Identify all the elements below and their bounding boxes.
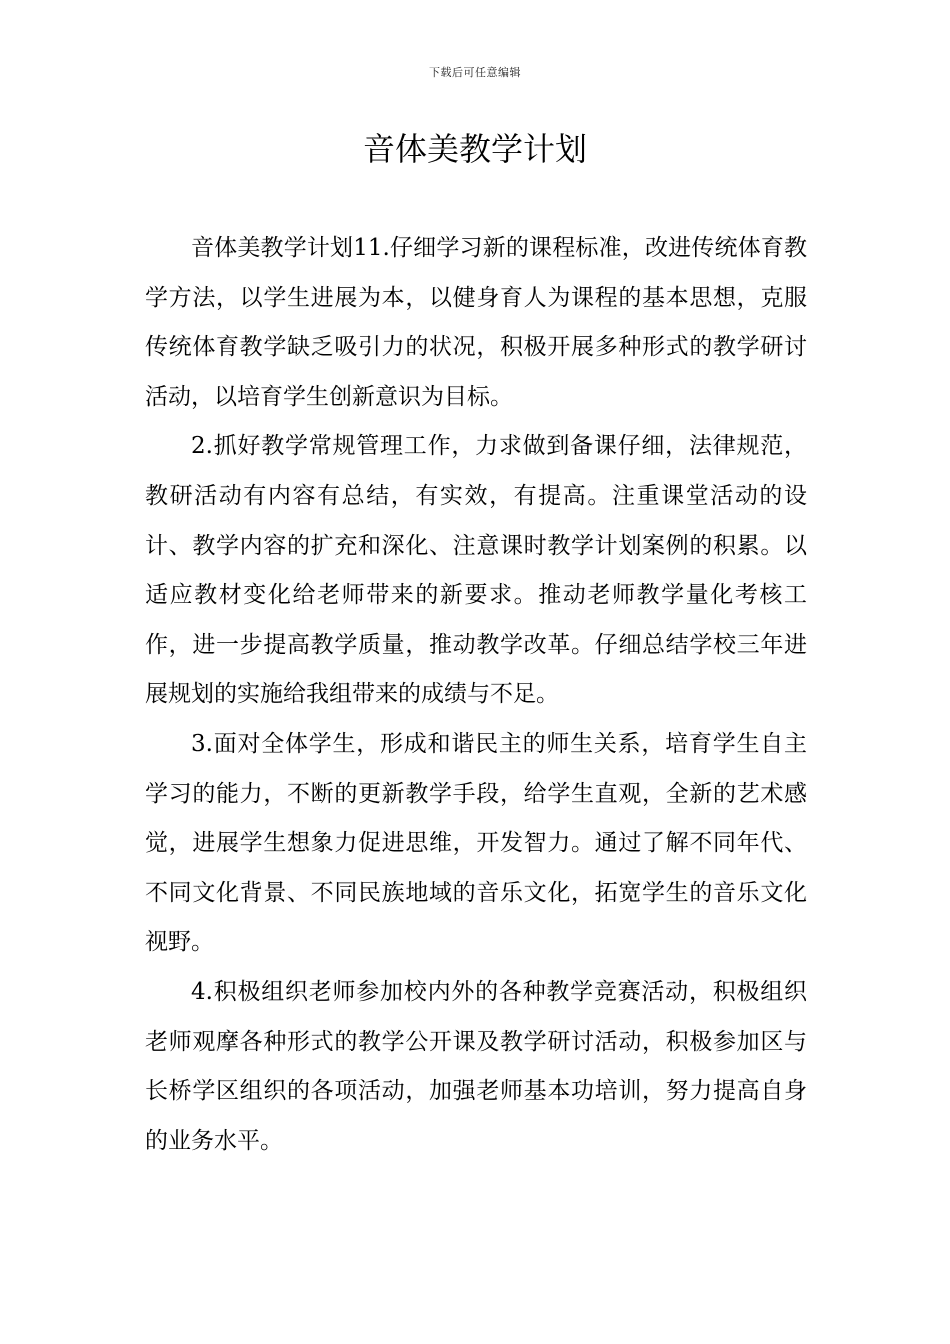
paragraph-3: 3.面对全体学生，形成和谐民主的师生关系，培育学生自主学习的能力，不断的更新教学手段，给学生直观，全新的艺术感觉，进展学生想象力促进思维，开发智力。通过了解不同年代、不同文化背景、不同民族地域的音乐文化，拓宽学生的音乐文化视野。 — [145, 730, 807, 956]
paragraph-2: 2.抓好教学常规管理工作，力求做到备课仔细，法律规范，教研活动有内容有总结，有实效，有提高。注重课堂活动的设计、教学内容的扩充和深化、注意课时教学计划案例的积累。以适应教材变化给老师带来的新要求。推动老师教学量化考核工作，进一步提高教学质量，推动教学改革。仔细总结学校三年进展规划的实施给我组带来的成绩与不足。 — [145, 433, 807, 708]
paragraph-4: 4.积极组织老师参加校内外的各种教学竞赛活动，积极组织老师观摩各种形式的教学公开课及教学研讨活动，积极参加区与长桥学区组织的各项活动，加强老师基本功培训，努力提高自身的业务水平。 — [145, 978, 807, 1154]
document-title: 音体美教学计划 — [362, 130, 587, 168]
document-body — [145, 224, 807, 1166]
paragraph-1: 音体美教学计划11.仔细学习新的课程标准，改进传统体育教学方法，以学生进展为本，以健身育人为课程的基本思想，克服传统体育教学缺乏吸引力的状况，积极开展多种形式的教学研讨活动，以培育学生创新意识为目标。 — [145, 235, 807, 410]
header-note: 下载后可任意编辑 — [429, 66, 521, 79]
